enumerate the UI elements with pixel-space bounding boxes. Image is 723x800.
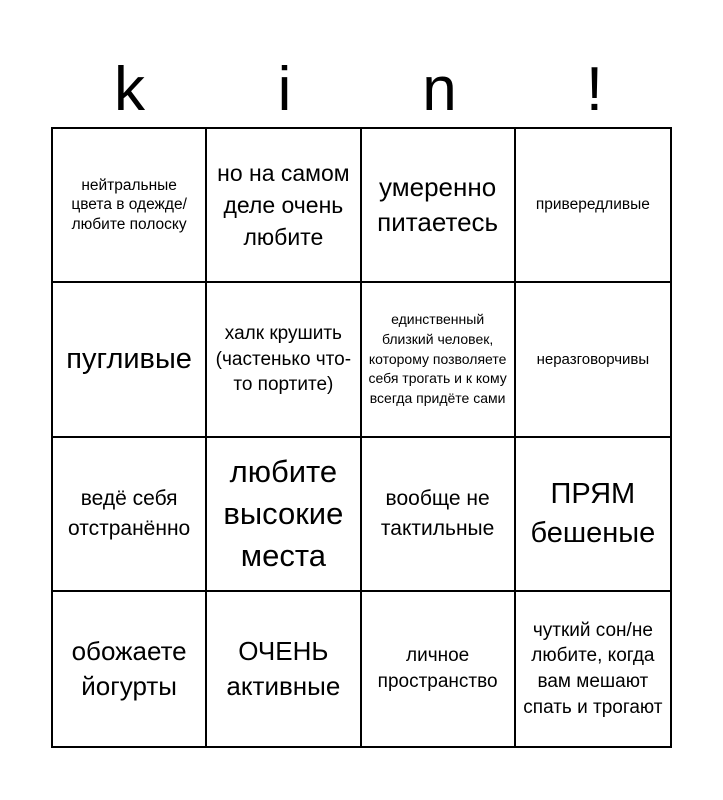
bingo-board — [51, 127, 672, 748]
bingo-cell[interactable]: личное пространство — [362, 592, 516, 746]
bingo-cell[interactable]: умеренно питаетесь — [362, 129, 516, 283]
bingo-cell[interactable]: чуткий сон/не любите, когда вам мешают спать и трогают — [523, 619, 663, 718]
bingo-cell[interactable]: привередливые — [516, 129, 670, 283]
bingo-cell[interactable]: единственный близкий человек, которому позволяете себя трогать и к кому всегда придёте сами — [362, 283, 516, 437]
bingo-cell[interactable]: любите высокие места — [207, 438, 361, 592]
bingo-cell[interactable]: пугливые — [53, 283, 207, 437]
bingo-cell[interactable]: халк крушить (частенько что-то портите) — [207, 283, 361, 437]
title-letter-k: k — [114, 55, 145, 124]
bingo-cell[interactable]: ведё себя отстранённо — [53, 438, 207, 592]
bingo-title — [52, 52, 672, 128]
title-letter-i: i — [277, 55, 292, 124]
bingo-cell[interactable]: но на самом деле очень любите — [207, 129, 361, 283]
bingo-cell[interactable]: нейтральные цвета в одежде/ любите полоску — [53, 129, 207, 283]
bingo-cell[interactable]: неразговорчивы — [516, 283, 670, 437]
bingo-cell[interactable]: вообще не тактильные — [362, 438, 516, 592]
bingo-cell[interactable]: ОЧЕНЬ активные — [207, 592, 361, 746]
title-letter-exclamation: ! — [585, 55, 604, 124]
title-letter-n: n — [422, 55, 457, 124]
bingo-cell[interactable]: обожаете йогурты — [53, 592, 207, 746]
bingo-cell[interactable]: ПРЯМ бешеные — [516, 438, 670, 592]
